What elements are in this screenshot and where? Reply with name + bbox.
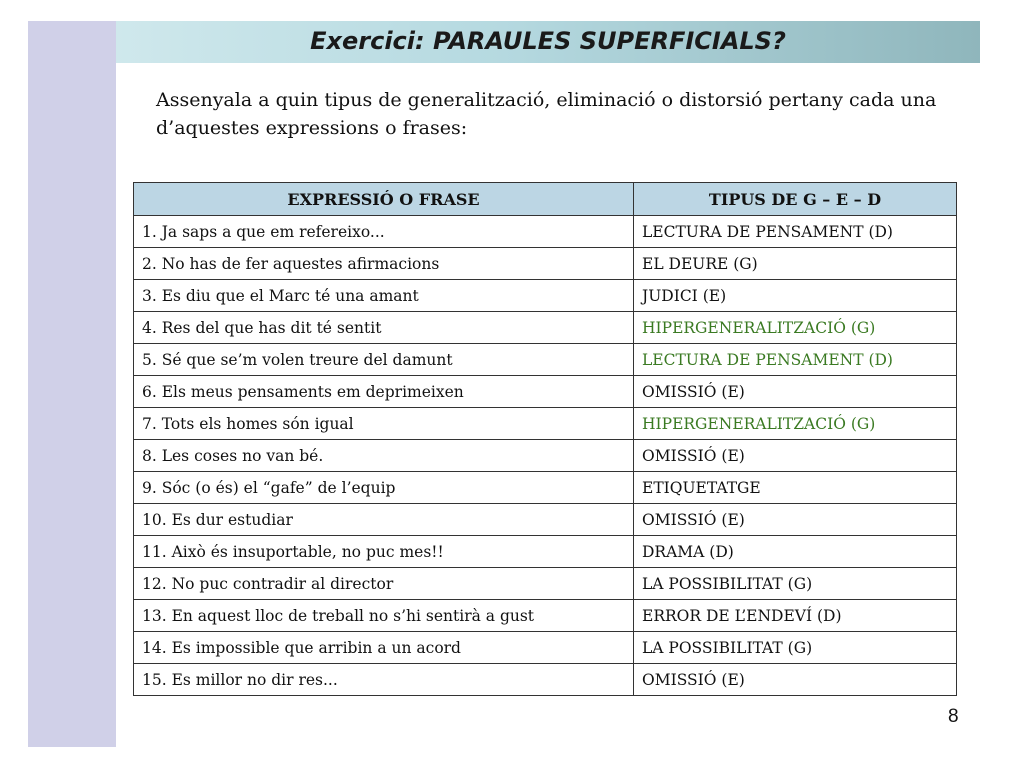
type-cell: DRAMA (D) (634, 536, 957, 568)
table-row (134, 280, 957, 312)
expression-cell: 10. Es dur estudiar (134, 504, 634, 536)
header-expression: EXPRESSIÓ O FRASE (134, 183, 634, 216)
header-type: TIPUS DE G – E – D (634, 183, 957, 216)
title-banner (116, 21, 980, 63)
table-row (134, 312, 957, 344)
type-cell: ETIQUETATGE (634, 472, 957, 504)
expression-cell: 13. En aquest lloc de treball no s’hi sentirà a gust (134, 600, 634, 632)
type-cell: OMISSIÓ (E) (634, 664, 957, 696)
table-body (134, 216, 957, 696)
table-row (134, 248, 957, 280)
type-cell: LA POSSIBILITAT (G) (634, 568, 957, 600)
expression-cell: 3. Es diu que el Marc té una amant (134, 280, 634, 312)
table-header-row (134, 183, 957, 216)
table-row (134, 472, 957, 504)
expression-cell: 1. Ja saps a que em refereixo... (134, 216, 634, 248)
expression-cell: 2. No has de fer aquestes afirmacions (134, 248, 634, 280)
type-cell: ERROR DE L’ENDEVÍ (D) (634, 600, 957, 632)
expression-cell: 9. Sóc (o és) el “gafe” de l’equip (134, 472, 634, 504)
table-row (134, 376, 957, 408)
type-cell: HIPERGENERALITZACIÓ (G) (634, 408, 957, 440)
expression-cell: 8. Les coses no van bé. (134, 440, 634, 472)
expression-cell: 6. Els meus pensaments em deprimeixen (134, 376, 634, 408)
expression-cell: 12. No puc contradir al director (134, 568, 634, 600)
page-number: 8 (948, 706, 959, 727)
type-cell: LECTURA DE PENSAMENT (D) (634, 216, 957, 248)
type-cell: OMISSIÓ (E) (634, 376, 957, 408)
type-cell: LECTURA DE PENSAMENT (D) (634, 344, 957, 376)
expression-cell: 15. Es millor no dir res... (134, 664, 634, 696)
table-row (134, 600, 957, 632)
table-row (134, 408, 957, 440)
table-row (134, 536, 957, 568)
table-row (134, 504, 957, 536)
table-row (134, 440, 957, 472)
table-row (134, 216, 957, 248)
table-row (134, 344, 957, 376)
slide-title: Exercici: PARAULES SUPERFICIALS? (310, 27, 786, 55)
table-row (134, 568, 957, 600)
side-bar (28, 21, 116, 747)
type-cell: JUDICI (E) (634, 280, 957, 312)
table-row (134, 632, 957, 664)
table-row (134, 664, 957, 696)
type-cell: EL DEURE (G) (634, 248, 957, 280)
expression-cell: 11. Això és insuportable, no puc mes!! (134, 536, 634, 568)
expression-cell: 14. Es impossible que arribin a un acord (134, 632, 634, 664)
exercise-table (133, 182, 957, 696)
instruction-text: Assenyala a quin tipus de generalització, eliminació o distorsió pertany cada una d’aquestes expressions o frases: (156, 89, 937, 139)
expression-cell: 7. Tots els homes són igual (134, 408, 634, 440)
type-cell: LA POSSIBILITAT (G) (634, 632, 957, 664)
expression-cell: 4. Res del que has dit té sentit (134, 312, 634, 344)
type-cell: HIPERGENERALITZACIÓ (G) (634, 312, 957, 344)
type-cell: OMISSIÓ (E) (634, 440, 957, 472)
expression-cell: 5. Sé que se’m volen treure del damunt (134, 344, 634, 376)
type-cell: OMISSIÓ (E) (634, 504, 957, 536)
